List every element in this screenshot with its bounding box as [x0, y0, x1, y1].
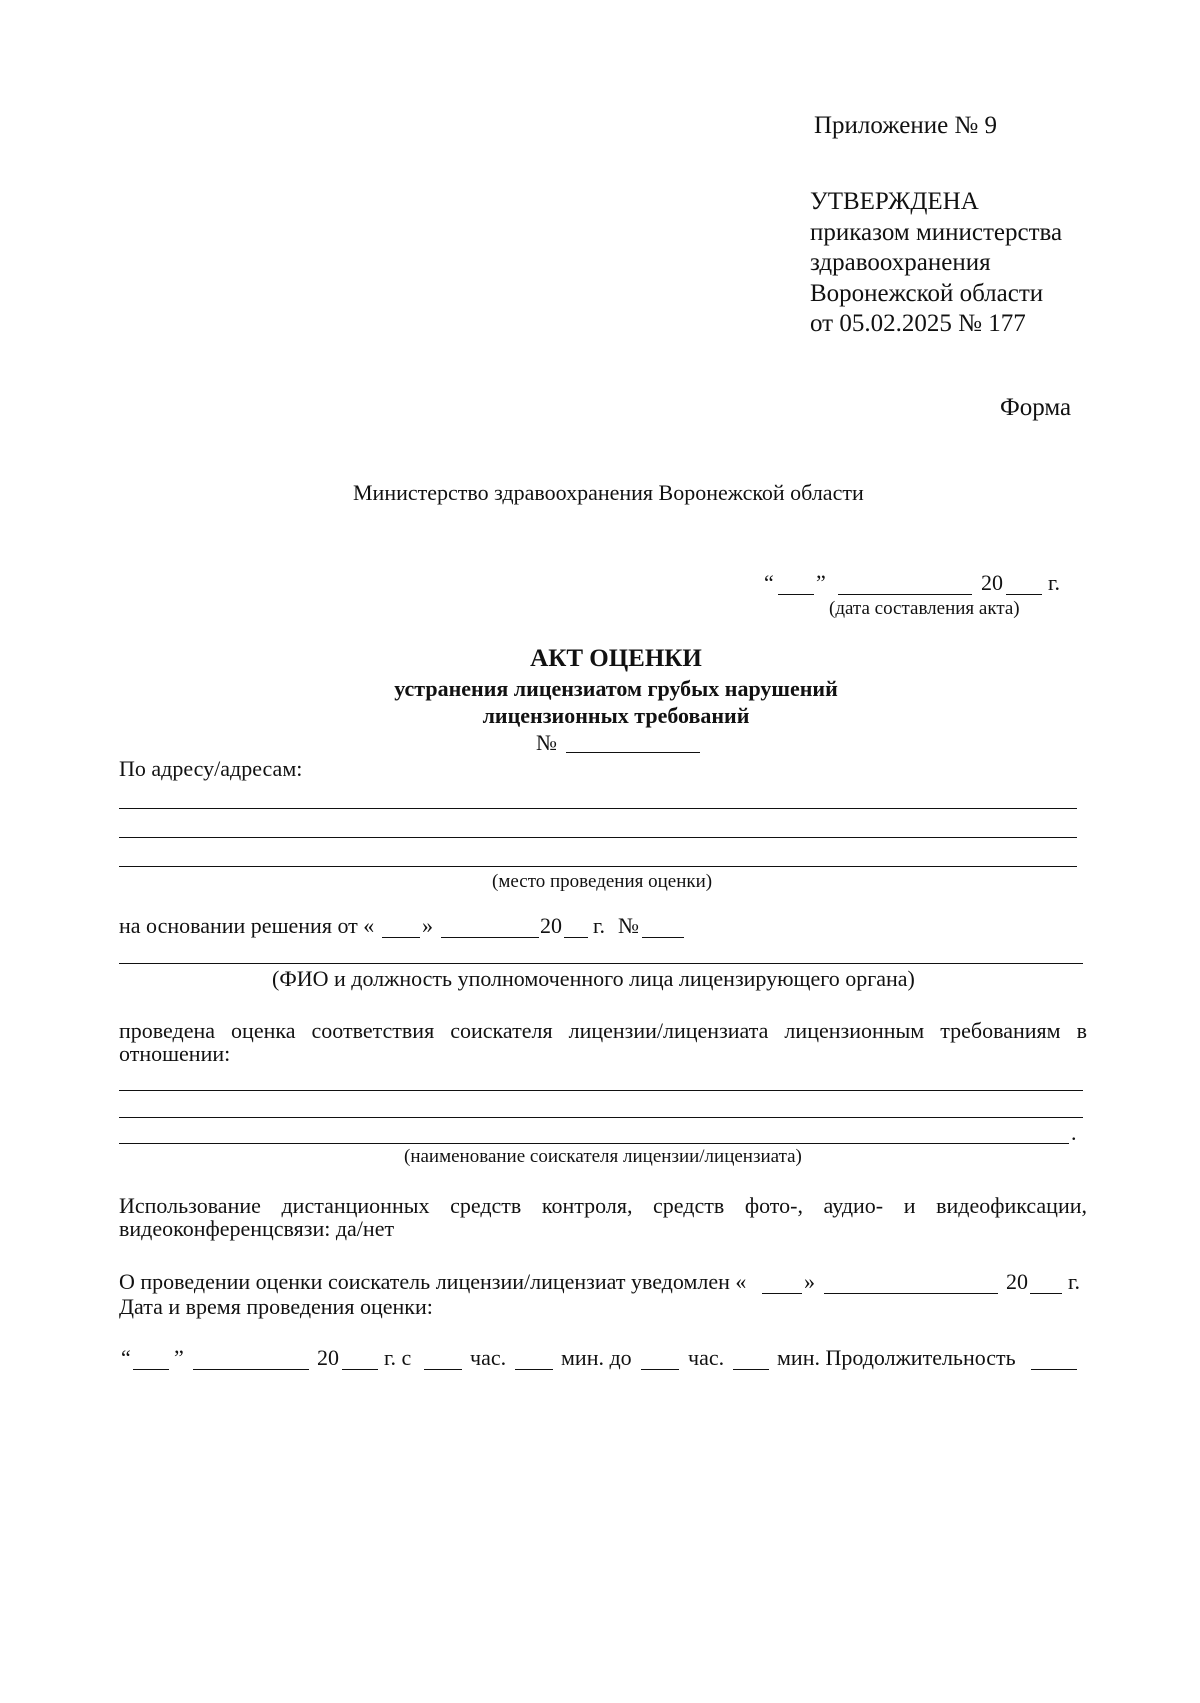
schedule-hours-label-1: час. [470, 1345, 507, 1370]
form-label: Форма [1000, 394, 1072, 421]
notification-day-blank[interactable] [762, 1293, 802, 1294]
licensee-end-period: . [1071, 1120, 1077, 1145]
address-line-1[interactable] [119, 808, 1077, 809]
schedule-duration-label: мин. Продолжительность [777, 1345, 1016, 1370]
act-date-year-prefix: 20 [981, 570, 1003, 595]
act-date-day-blank[interactable] [778, 594, 814, 595]
act-number-blank[interactable] [566, 752, 700, 753]
remote-text-line1: Использование дистанционных средств контроля, средств фото-, аудио- и видеофиксации, [119, 1193, 1087, 1218]
schedule-hours-label-2: час. [688, 1345, 725, 1370]
decision-prefix: на основании решения от « [119, 913, 375, 938]
notification-year-suffix: г. [1068, 1269, 1081, 1294]
decision-month-blank[interactable] [441, 937, 539, 938]
schedule-start-hour-blank[interactable] [424, 1369, 462, 1370]
schedule-end-hour-blank[interactable] [641, 1369, 679, 1370]
decision-number-sign: № [618, 913, 639, 938]
schedule-end-minute-blank[interactable] [733, 1369, 769, 1370]
act-date-caption: (дата составления акта) [829, 598, 1020, 619]
act-title-sub2: лицензионных требований [482, 703, 750, 728]
schedule-start-minute-blank[interactable] [515, 1369, 553, 1370]
schedule-quote-close: ” [174, 1345, 184, 1370]
schedule-from-label: г. с [384, 1345, 412, 1370]
approval-region-line: Воронежской области [810, 280, 1044, 307]
schedule-year-blank[interactable] [342, 1369, 378, 1370]
schedule-month-blank[interactable] [193, 1369, 309, 1370]
schedule-year-prefix: 20 [317, 1345, 339, 1370]
address-line-3[interactable] [119, 866, 1077, 867]
licensee-line-3[interactable] [119, 1143, 1069, 1144]
act-date-year-suffix: г. [1048, 570, 1061, 595]
decision-day-blank[interactable] [382, 937, 420, 938]
act-title-sub1: устранения лицензиатом грубых нарушений [394, 676, 838, 701]
act-date-quote-close: ” [816, 570, 826, 595]
notification-year-prefix: 20 [1006, 1269, 1028, 1294]
decision-year-blank[interactable] [564, 937, 588, 938]
act-date-quote-open: “ [764, 570, 774, 595]
official-caption: (ФИО и должность уполномоченного лица лицензирующего органа) [272, 966, 915, 991]
notification-month-blank[interactable] [824, 1293, 998, 1294]
address-line-2[interactable] [119, 837, 1077, 838]
approval-date-line: от 05.02.2025 № 177 [810, 310, 1026, 337]
notification-year-blank[interactable] [1030, 1293, 1062, 1294]
address-caption: (место проведения оценки) [492, 871, 713, 892]
official-name-line[interactable] [119, 963, 1083, 964]
appendix-title: Приложение № 9 [814, 112, 998, 139]
notification-prefix: О проведении оценки соискатель лицензии/лицензиат уведомлен « [119, 1269, 747, 1294]
remote-text-line2: видеоконференцсвязи: да/нет [119, 1216, 395, 1241]
assessment-text-line2: отношении: [119, 1041, 231, 1066]
schedule-day-blank[interactable] [133, 1369, 169, 1370]
schedule-quote-open: “ [121, 1345, 131, 1370]
schedule-minutes-to-label: мин. до [561, 1345, 632, 1370]
licensee-line-1[interactable] [119, 1090, 1083, 1091]
approval-status: УТВЕРЖДЕНА [810, 188, 979, 215]
act-number-sign: № [536, 730, 557, 755]
decision-number-blank[interactable] [642, 937, 684, 938]
assessment-datetime-label: Дата и время проведения оценки: [119, 1294, 433, 1319]
licensee-caption: (наименование соискателя лицензии/лицензиата) [404, 1146, 802, 1167]
act-title-main: АКТ ОЦЕНКИ [530, 645, 702, 672]
schedule-duration-blank[interactable] [1031, 1369, 1077, 1370]
assessment-text-line1: проведена оценка соответствия соискателя лицензии/лицензиата лицензионным требованиям в [119, 1018, 1087, 1043]
decision-year-suffix: г. [593, 913, 606, 938]
act-date-month-blank[interactable] [838, 594, 972, 595]
decision-year-prefix: 20 [540, 913, 562, 938]
ministry-name: Министерство здравоохранения Воронежской области [353, 480, 864, 505]
licensee-line-2[interactable] [119, 1117, 1083, 1118]
notification-close-quote: » [804, 1269, 815, 1294]
act-date-year-blank[interactable] [1006, 594, 1042, 595]
approval-order-line: приказом министерства [810, 219, 1063, 246]
approval-ministry-line: здравоохранения [810, 249, 991, 276]
decision-close-quote: » [422, 913, 433, 938]
address-label: По адресу/адресам: [119, 756, 303, 781]
